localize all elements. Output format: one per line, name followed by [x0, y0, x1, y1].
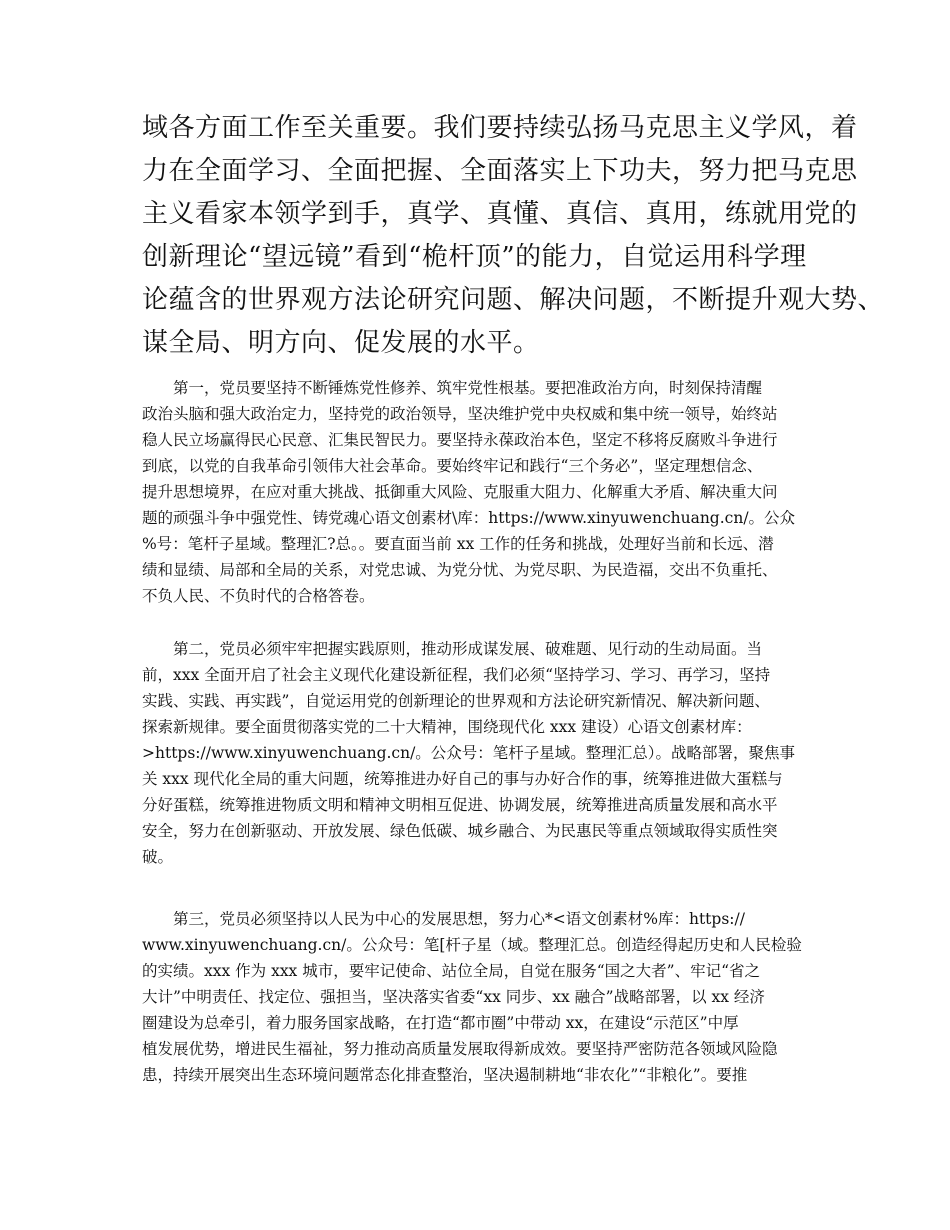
- text-line: 第二，党员必须牢牢把握实践原则，推动形成谋发展、破难题、见行动的生动局面。当: [142, 640, 763, 658]
- text-line: 绩和显绩、局部和全局的关系，对党忠诚、为党分忧、为党尽职、为民造福，交出不负重托、: [142, 561, 778, 579]
- text-line: 到底，以党的自我革命引领伟大社会革命。要始终牢记和践行“三个务必”，坚定理想信念、: [142, 457, 763, 475]
- text-line: 创新理论“望远镜”看到“桅杆顶”的能力，自觉运用科学理: [142, 242, 807, 272]
- text-line: 大计”中明责任、找定位、强担当，坚决落实省委“xx 同步、xx 融合”战略部署，以 xx 经济: [142, 988, 765, 1006]
- paragraph-third: [142, 906, 822, 1088]
- text-line: www.xinyuwenchuang.cn/。公众号：笔[杆子星（域。整理汇总。创造经得起历史和人民检验: [142, 936, 802, 954]
- text-line: 破。: [142, 848, 174, 866]
- text-line: 不负人民、不负时代的合格答卷。: [142, 587, 375, 605]
- text-line: 安全，努力在创新驱动、开放发展、绿色低碳、城乡融合、为民惠民等重点领域取得实质性突: [142, 822, 778, 840]
- text-line: 论蕴含的世界观方法论研究问题、解决问题，不断提升观大势、: [142, 285, 885, 315]
- text-line: 力在全面学习、全面把握、全面落实上下功夫，努力把马克思: [142, 156, 858, 186]
- text-line: 关 xxx 现代化全局的重大问题，统筹推进办好自己的事与办好合作的事，统筹推进做大蛋糕与: [142, 770, 783, 788]
- text-line: 政治头脑和强大政治定力，坚持党的政治领导，坚决维护党中央权威和集中统一领导，始终站: [142, 405, 778, 423]
- text-line: 前，xxx 全面开启了社会主义现代化建设新征程，我们必须“坚持学习、学习、再学习，坚持: [142, 666, 771, 684]
- intro-paragraph: [142, 107, 885, 365]
- text-line: 患，持续开展突出生态环境问题常态化排查整治，坚决遏制耕地“非农化”“非粮化”。要推: [142, 1066, 748, 1084]
- text-line: 实践、实践、再实践”，自觉运用党的创新理论的世界观和方法论研究新情况、解决新问题、: [142, 692, 770, 710]
- text-line: 第三，党员必须坚持以人民为中心的发展思想，努力心*<语文创素材%库：https://: [142, 910, 745, 928]
- text-line: 探索新规律。要全面贯彻落实党的二十大精神，围绕现代化 xxx 建设）心语文创素材库：: [142, 718, 752, 736]
- text-line: 题的顽强斗争中强党性、铸党魂心语文创素材\库：https://www.xinyuwenchuang.cn/。公众: [142, 509, 796, 527]
- text-line: 的实绩。xxx 作为 xxx 城市，要牢记使命、站位全局，自觉在服务“国之大者”、牢记“省之: [142, 962, 761, 980]
- text-line: %号：笔杆子星域。整理汇?总。。要直面当前 xx 工作的任务和挑战，处理好当前和长远、潜: [142, 535, 774, 553]
- text-line: >https://www.xinyuwenchuang.cn/。公众号：笔杆子星域。整理汇总）。战略部署，聚焦事: [142, 744, 796, 762]
- text-line: 提升思想境界，在应对重大挑战、抵御重大风险、克服重大阻力、化解重大矛盾、解决重大问: [142, 483, 778, 501]
- text-line: 主义看家本领学到手，真学、真懂、真信、真用，练就用党的: [142, 199, 858, 229]
- text-line: 稳人民立场赢得民心民意、汇集民智民力。要坚持永葆政治本色，坚定不移将反腐败斗争进行: [142, 431, 778, 449]
- text-line: 圈建设为总牵引，着力服务国家战略，在打造“都市圈”中带动 xx，在建设“示范区”中厚: [142, 1014, 739, 1032]
- paragraph-second: [142, 636, 822, 870]
- text-line: 谋全局、明方向、促发展的水平。: [142, 328, 540, 358]
- text-line: 植发展优势，增进民生福祉，努力推动高质量发展取得新成效。要坚持严密防范各领域风险隐: [142, 1040, 778, 1058]
- paragraph-first: [142, 375, 822, 609]
- text-line: 第一，党员要坚持不断锤炼党性修养、筑牢党性根基。要把准政治方向，时刻保持清醒: [142, 379, 763, 397]
- text-line: 分好蛋糕，统筹推进物质文明和精神文明相互促进、协调发展，统筹推进高质量发展和高水平: [142, 796, 778, 814]
- text-line: 域各方面工作至关重要。我们要持续弘扬马克思主义学风，着: [142, 113, 858, 143]
